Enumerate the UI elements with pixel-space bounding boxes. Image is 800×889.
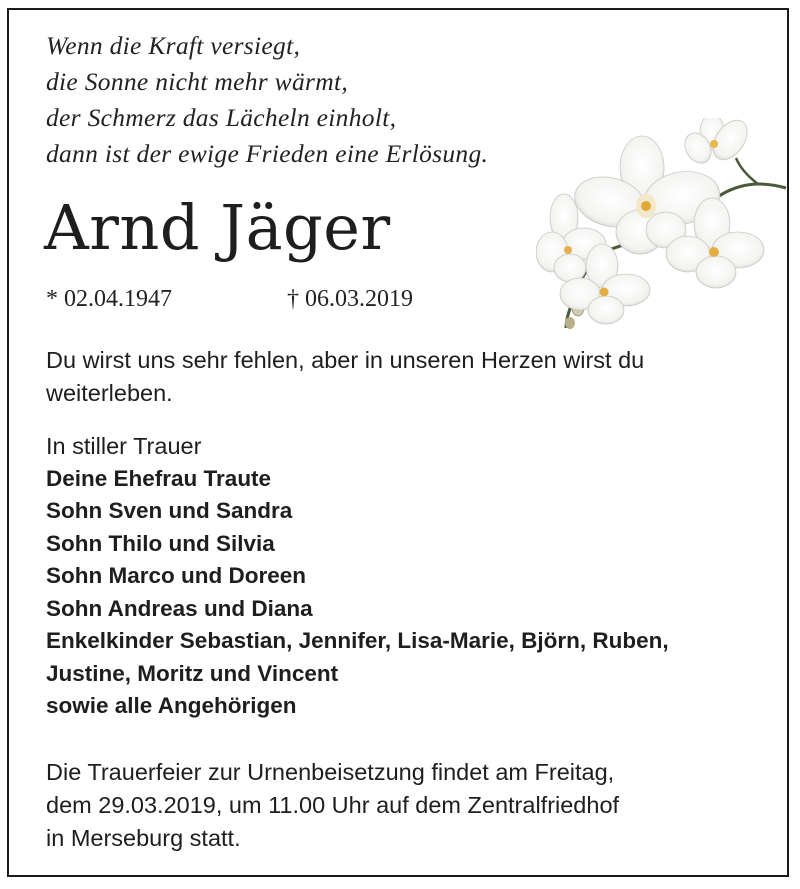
funeral-line: dem 29.03.2019, um 11.00 Uhr auf dem Zentralfriedhof bbox=[46, 792, 620, 818]
farewell-quote bbox=[46, 344, 766, 410]
poem-line: der Schmerz das Lächeln einholt, bbox=[46, 103, 397, 132]
quote-line: Du wirst uns sehr fehlen, aber in unseren Herzen wirst du bbox=[46, 347, 645, 373]
mourner-name: Sohn Sven und Sandra bbox=[46, 498, 293, 523]
poem-line: dann ist der ewige Frieden eine Erlösung. bbox=[46, 139, 489, 168]
mourner-name: Sohn Andreas und Diana bbox=[46, 595, 313, 621]
poem bbox=[46, 28, 488, 172]
mourner-name: Deine Ehefrau Traute bbox=[46, 465, 272, 491]
funeral-line: Die Trauerfeier zur Urnenbeisetzung findet am Freitag, bbox=[46, 759, 615, 785]
funeral-line: in Merseburg statt. bbox=[46, 825, 241, 851]
poem-line: die Sonne nicht mehr wärmt, bbox=[46, 67, 349, 96]
mourners-list bbox=[46, 430, 669, 723]
orchid-flower-icon bbox=[536, 118, 792, 334]
mourners-intro: In stiller Trauer bbox=[46, 433, 202, 459]
mourner-name: Enkelkinder Sebastian, Jennifer, Lisa-Marie, Björn, Ruben, bbox=[46, 628, 669, 653]
funeral-info bbox=[46, 756, 619, 855]
mourner-name: Justine, Moritz und Vincent bbox=[46, 660, 339, 686]
mourner-name: Sohn Marco und Doreen bbox=[46, 563, 307, 588]
mourner-name: sowie alle Angehörigen bbox=[46, 693, 297, 718]
death-date: † 06.03.2019 bbox=[287, 286, 413, 312]
birth-date: * 02.04.1947 bbox=[46, 286, 172, 312]
deceased-name: Arnd Jäger bbox=[44, 191, 391, 264]
quote-line: weiterleben. bbox=[46, 380, 173, 406]
poem-line: Wenn die Kraft versiegt, bbox=[46, 31, 301, 60]
mourner-name: Sohn Thilo und Silvia bbox=[46, 530, 275, 556]
